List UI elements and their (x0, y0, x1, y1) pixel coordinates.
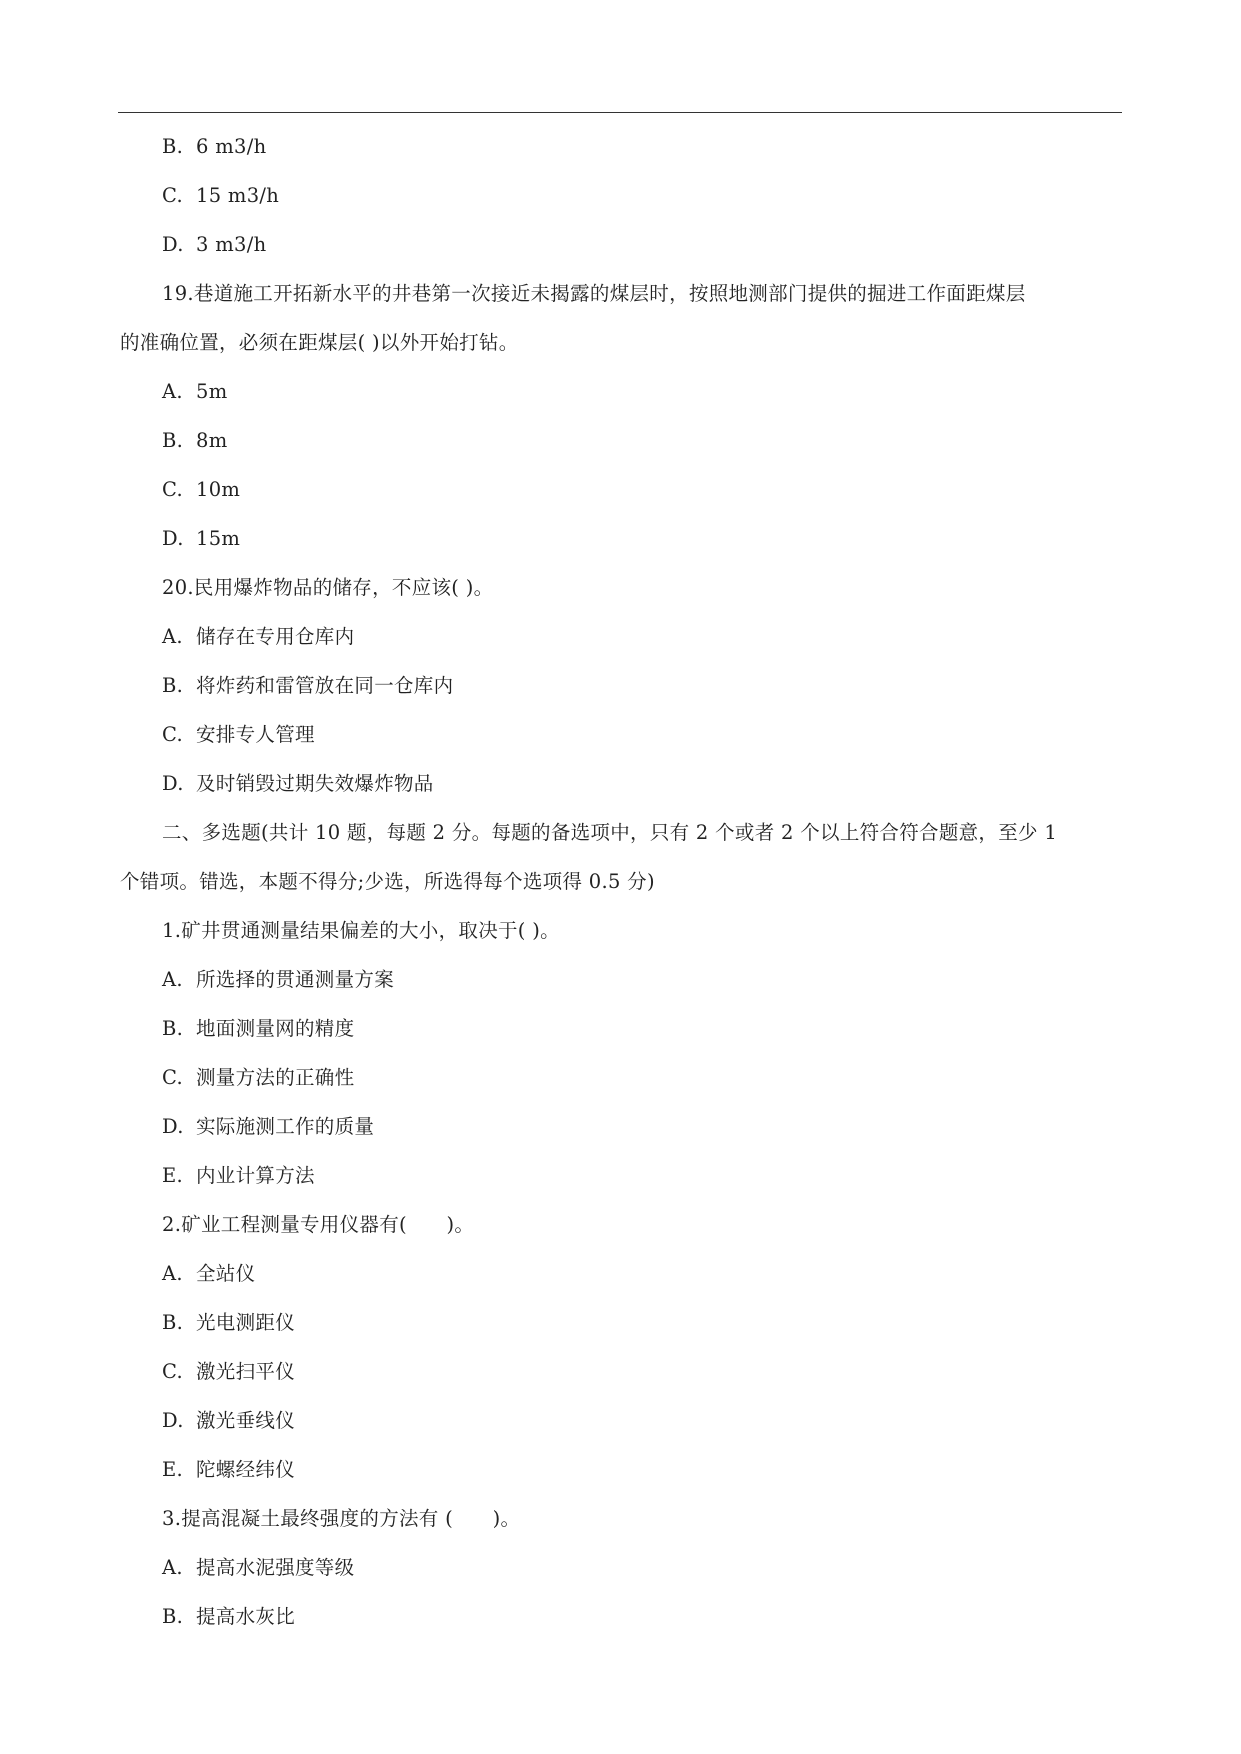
option-text: 提高水泥强度等级 (196, 1556, 355, 1579)
option-text: 实际施测工作的质量 (196, 1115, 375, 1138)
option-label: D. (162, 233, 184, 256)
option-text: 储存在专用仓库内 (196, 625, 355, 648)
answer-option (120, 1102, 1122, 1151)
option-text: 地面测量网的精度 (196, 1017, 355, 1040)
question-text: 2.矿业工程测量专用仪器有( )。 (162, 1213, 475, 1236)
answer-option (120, 1004, 1122, 1053)
question-text: 二、多选题(共计 10 题，每题 2 分。每题的备选项中，只有 2 个或者 2 个以上符合符合题意，至少 1 (162, 821, 1058, 844)
option-label: A. (162, 1262, 183, 1285)
option-text: 内业计算方法 (196, 1164, 315, 1187)
answer-option (120, 514, 1122, 563)
answer-option (120, 1543, 1122, 1592)
answer-option (120, 171, 1122, 220)
option-label: C. (162, 1066, 184, 1089)
option-label: A. (162, 625, 183, 648)
option-label: B. (162, 1605, 184, 1628)
question-text: 19.巷道施工开拓新水平的井巷第一次接近未揭露的煤层时，按照地测部门提供的掘进工作面距煤层 (162, 282, 1026, 305)
answer-option (120, 1151, 1122, 1200)
option-label: C. (162, 478, 184, 501)
answer-option (120, 416, 1122, 465)
option-label: B. (162, 135, 184, 158)
answer-option (120, 1053, 1122, 1102)
option-label: A. (162, 380, 183, 403)
option-label: B. (162, 674, 184, 697)
answer-option (120, 955, 1122, 1004)
option-text: 激光垂线仪 (196, 1409, 296, 1432)
option-text: 及时销毁过期失效爆炸物品 (196, 772, 434, 795)
question-text: 20.民用爆炸物品的储存，不应该( )。 (162, 576, 494, 599)
option-text: 6 m3/h (196, 135, 267, 158)
option-text: 15m (196, 527, 241, 550)
option-label: A. (162, 1556, 183, 1579)
option-text: 10m (196, 478, 241, 501)
answer-option (120, 612, 1122, 661)
option-label: A. (162, 968, 183, 991)
answer-option (120, 1298, 1122, 1347)
option-text: 安排专人管理 (196, 723, 315, 746)
answer-option (120, 367, 1122, 416)
answer-option (120, 1249, 1122, 1298)
option-text: 激光扫平仪 (196, 1360, 296, 1383)
option-label: B. (162, 1311, 184, 1334)
option-label: C. (162, 723, 184, 746)
option-text: 将炸药和雷管放在同一仓库内 (196, 674, 454, 697)
option-text: 3 m3/h (196, 233, 267, 256)
document-body (120, 122, 1122, 1641)
question-text-continued: 个错项。错选，本题不得分;少选，所选得每个选项得 0.5 分) (120, 870, 655, 893)
answer-option (120, 1445, 1122, 1494)
answer-option (120, 1347, 1122, 1396)
option-label: C. (162, 1360, 184, 1383)
option-label: C. (162, 184, 184, 207)
option-label: E. (162, 1458, 184, 1481)
answer-option (120, 759, 1122, 808)
option-text: 测量方法的正确性 (196, 1066, 355, 1089)
answer-option (120, 122, 1122, 171)
option-text: 所选择的贯通测量方案 (196, 968, 395, 991)
option-text: 陀螺经纬仪 (196, 1458, 296, 1481)
option-label: E. (162, 1164, 184, 1187)
option-label: D. (162, 1409, 184, 1432)
option-label: B. (162, 429, 184, 452)
answer-option (120, 1396, 1122, 1445)
option-text: 15 m3/h (196, 184, 280, 207)
option-text: 5m (196, 380, 228, 403)
option-text: 光电测距仪 (196, 1311, 296, 1334)
header-rule (118, 112, 1122, 113)
option-text: 全站仪 (196, 1262, 256, 1285)
option-label: B. (162, 1017, 184, 1040)
option-text: 8m (196, 429, 228, 452)
answer-option (120, 465, 1122, 514)
answer-option (120, 710, 1122, 759)
question-text-continued: 的准确位置，必须在距煤层( )以外开始打钻。 (120, 331, 519, 354)
question-text: 1.矿井贯通测量结果偏差的大小，取决于( )。 (162, 919, 560, 942)
option-label: D. (162, 772, 184, 795)
option-text: 提高水灰比 (196, 1605, 296, 1628)
answer-option (120, 1592, 1122, 1641)
answer-option (120, 661, 1122, 710)
option-label: D. (162, 527, 184, 550)
answer-option (120, 220, 1122, 269)
question-text: 3.提高混凝土最终强度的方法有 ( )。 (162, 1507, 521, 1530)
option-label: D. (162, 1115, 184, 1138)
